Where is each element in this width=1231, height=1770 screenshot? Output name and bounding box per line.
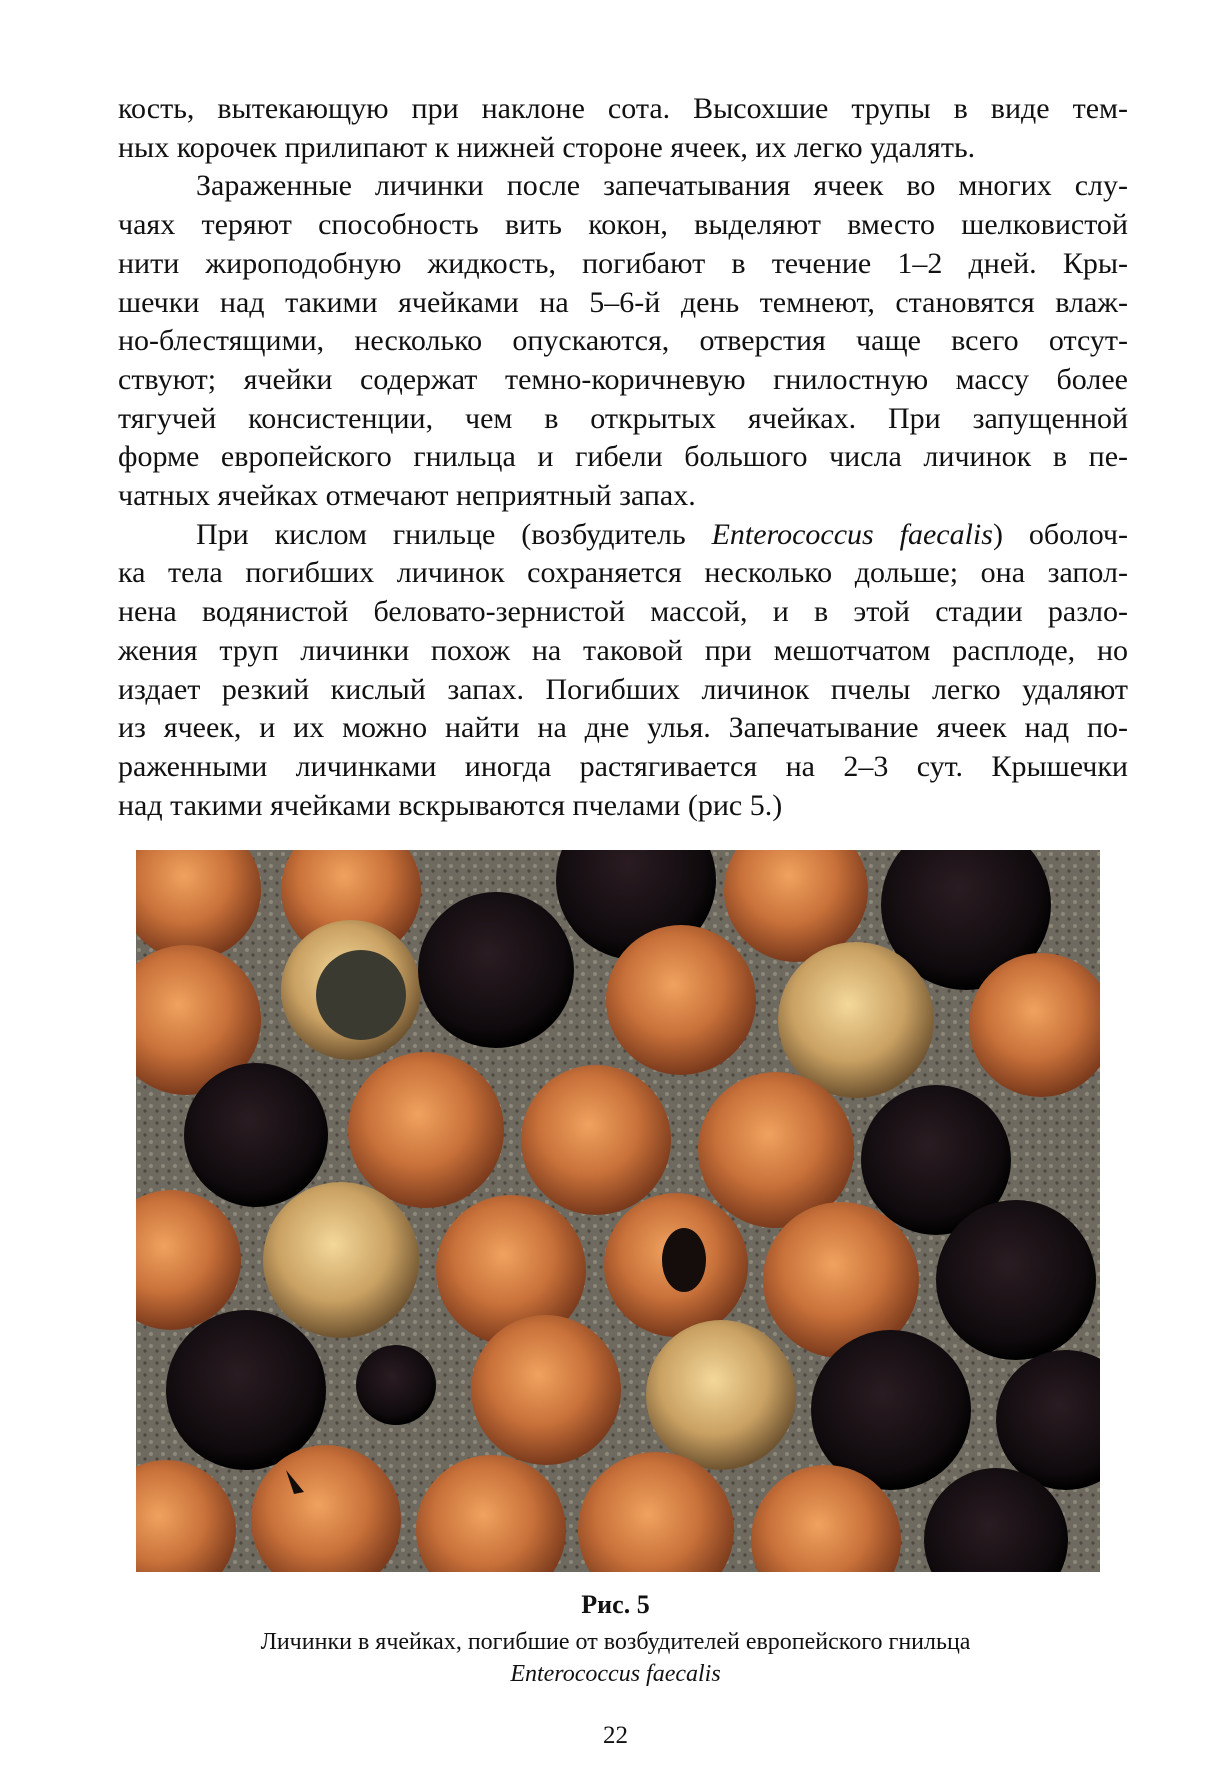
page-number: 22	[603, 1722, 628, 1749]
text-line: шечки над такими ячейками на 5–6-й день темнеют, становятся влаж-	[118, 285, 1128, 319]
open-cell	[184, 1063, 328, 1207]
open-cell	[936, 1200, 1096, 1360]
capped-cell	[521, 1065, 671, 1215]
paragraph-1	[118, 90, 1128, 167]
text-line: чаях теряют способность вить кокон, выделяют вместо шелковистой	[118, 208, 1128, 242]
text-line: раженными личинками иногда растягивается на 2–3 сут. Крышечки	[118, 749, 1128, 783]
text-line: ка тела погибших личинок сохраняется несколько дольше; она запол-	[118, 556, 1128, 590]
capped-cell	[348, 1052, 504, 1208]
figure-caption-text: Личинки в ячейках, погибшие от возбудителей европейского гнильца	[260, 1629, 971, 1655]
open-cell	[356, 1345, 436, 1425]
text-line	[118, 516, 1128, 555]
text-line: над такими ячейками вскрываются пчелами (рис 5.)	[118, 788, 783, 822]
paragraph-3	[118, 516, 1128, 826]
text-line: ных корочек прилипают к нижней стороне ячеек, их легко удалять.	[118, 130, 976, 164]
sunken-cap-cell	[646, 1320, 796, 1470]
text-line: форме европейского гнильца и гибели большого числа личинок в пе-	[118, 440, 1128, 474]
text-line: но-блестящими, несколько опускаются, отверстия чаще всего отсут-	[118, 324, 1128, 358]
sunken-cap-cell	[316, 950, 406, 1040]
text-fragment: ) оболоч-	[992, 517, 1128, 551]
text-line: тягучей консистенции, чем в открытых ячейках. При запущенной	[118, 401, 1128, 435]
text-line: чатных ячейках отмечают неприятный запах.	[118, 479, 696, 513]
honeycomb-illustration	[136, 850, 1100, 1572]
sunken-cap-cell	[778, 942, 934, 1098]
text-line: кость, вытекающую при наклоне сота. Высохшие трупы в виде тем-	[118, 92, 1128, 125]
paragraph-2	[118, 167, 1128, 515]
capped-cell	[606, 925, 756, 1075]
species-name: Enterococcus faecalis	[711, 517, 993, 551]
body-text	[118, 90, 1128, 825]
figure-caption	[0, 1626, 1231, 1690]
sunken-cap-cell	[263, 1182, 419, 1338]
text-line: жения труп личинки похож на таковой при мешотчатом расплоде, но	[118, 633, 1128, 667]
text-line: нена водянистой беловато-зернистой массой, и в этой стадии разло-	[118, 595, 1128, 629]
perforated-cap-hole	[662, 1228, 706, 1292]
text-line: из ячеек, и их можно найти на дне улья. Запечатывание ячеек над по-	[118, 711, 1128, 745]
text-line: Зараженные личинки после запечатывания ячеек во многих слу-	[196, 169, 1128, 203]
text-line: нити жироподобную жидкость, погибают в течение 1–2 дней. Кры-	[118, 246, 1128, 280]
figure-label: Рис. 5	[581, 1590, 650, 1619]
open-cell	[166, 1310, 326, 1470]
figure-caption-species: Enterococcus faecalis	[510, 1661, 721, 1687]
text-fragment: При кислом гнильце (возбудитель	[196, 517, 712, 551]
open-cell	[418, 892, 574, 1048]
capped-cell	[471, 1315, 621, 1465]
honeycomb-photo	[136, 850, 1100, 1572]
text-line: ствуют; ячейки содержат темно-коричневую гнилостную массу более	[118, 362, 1128, 396]
text-line: издает резкий кислый запах. Погибших личинок пчелы легко удаляют	[118, 672, 1128, 706]
